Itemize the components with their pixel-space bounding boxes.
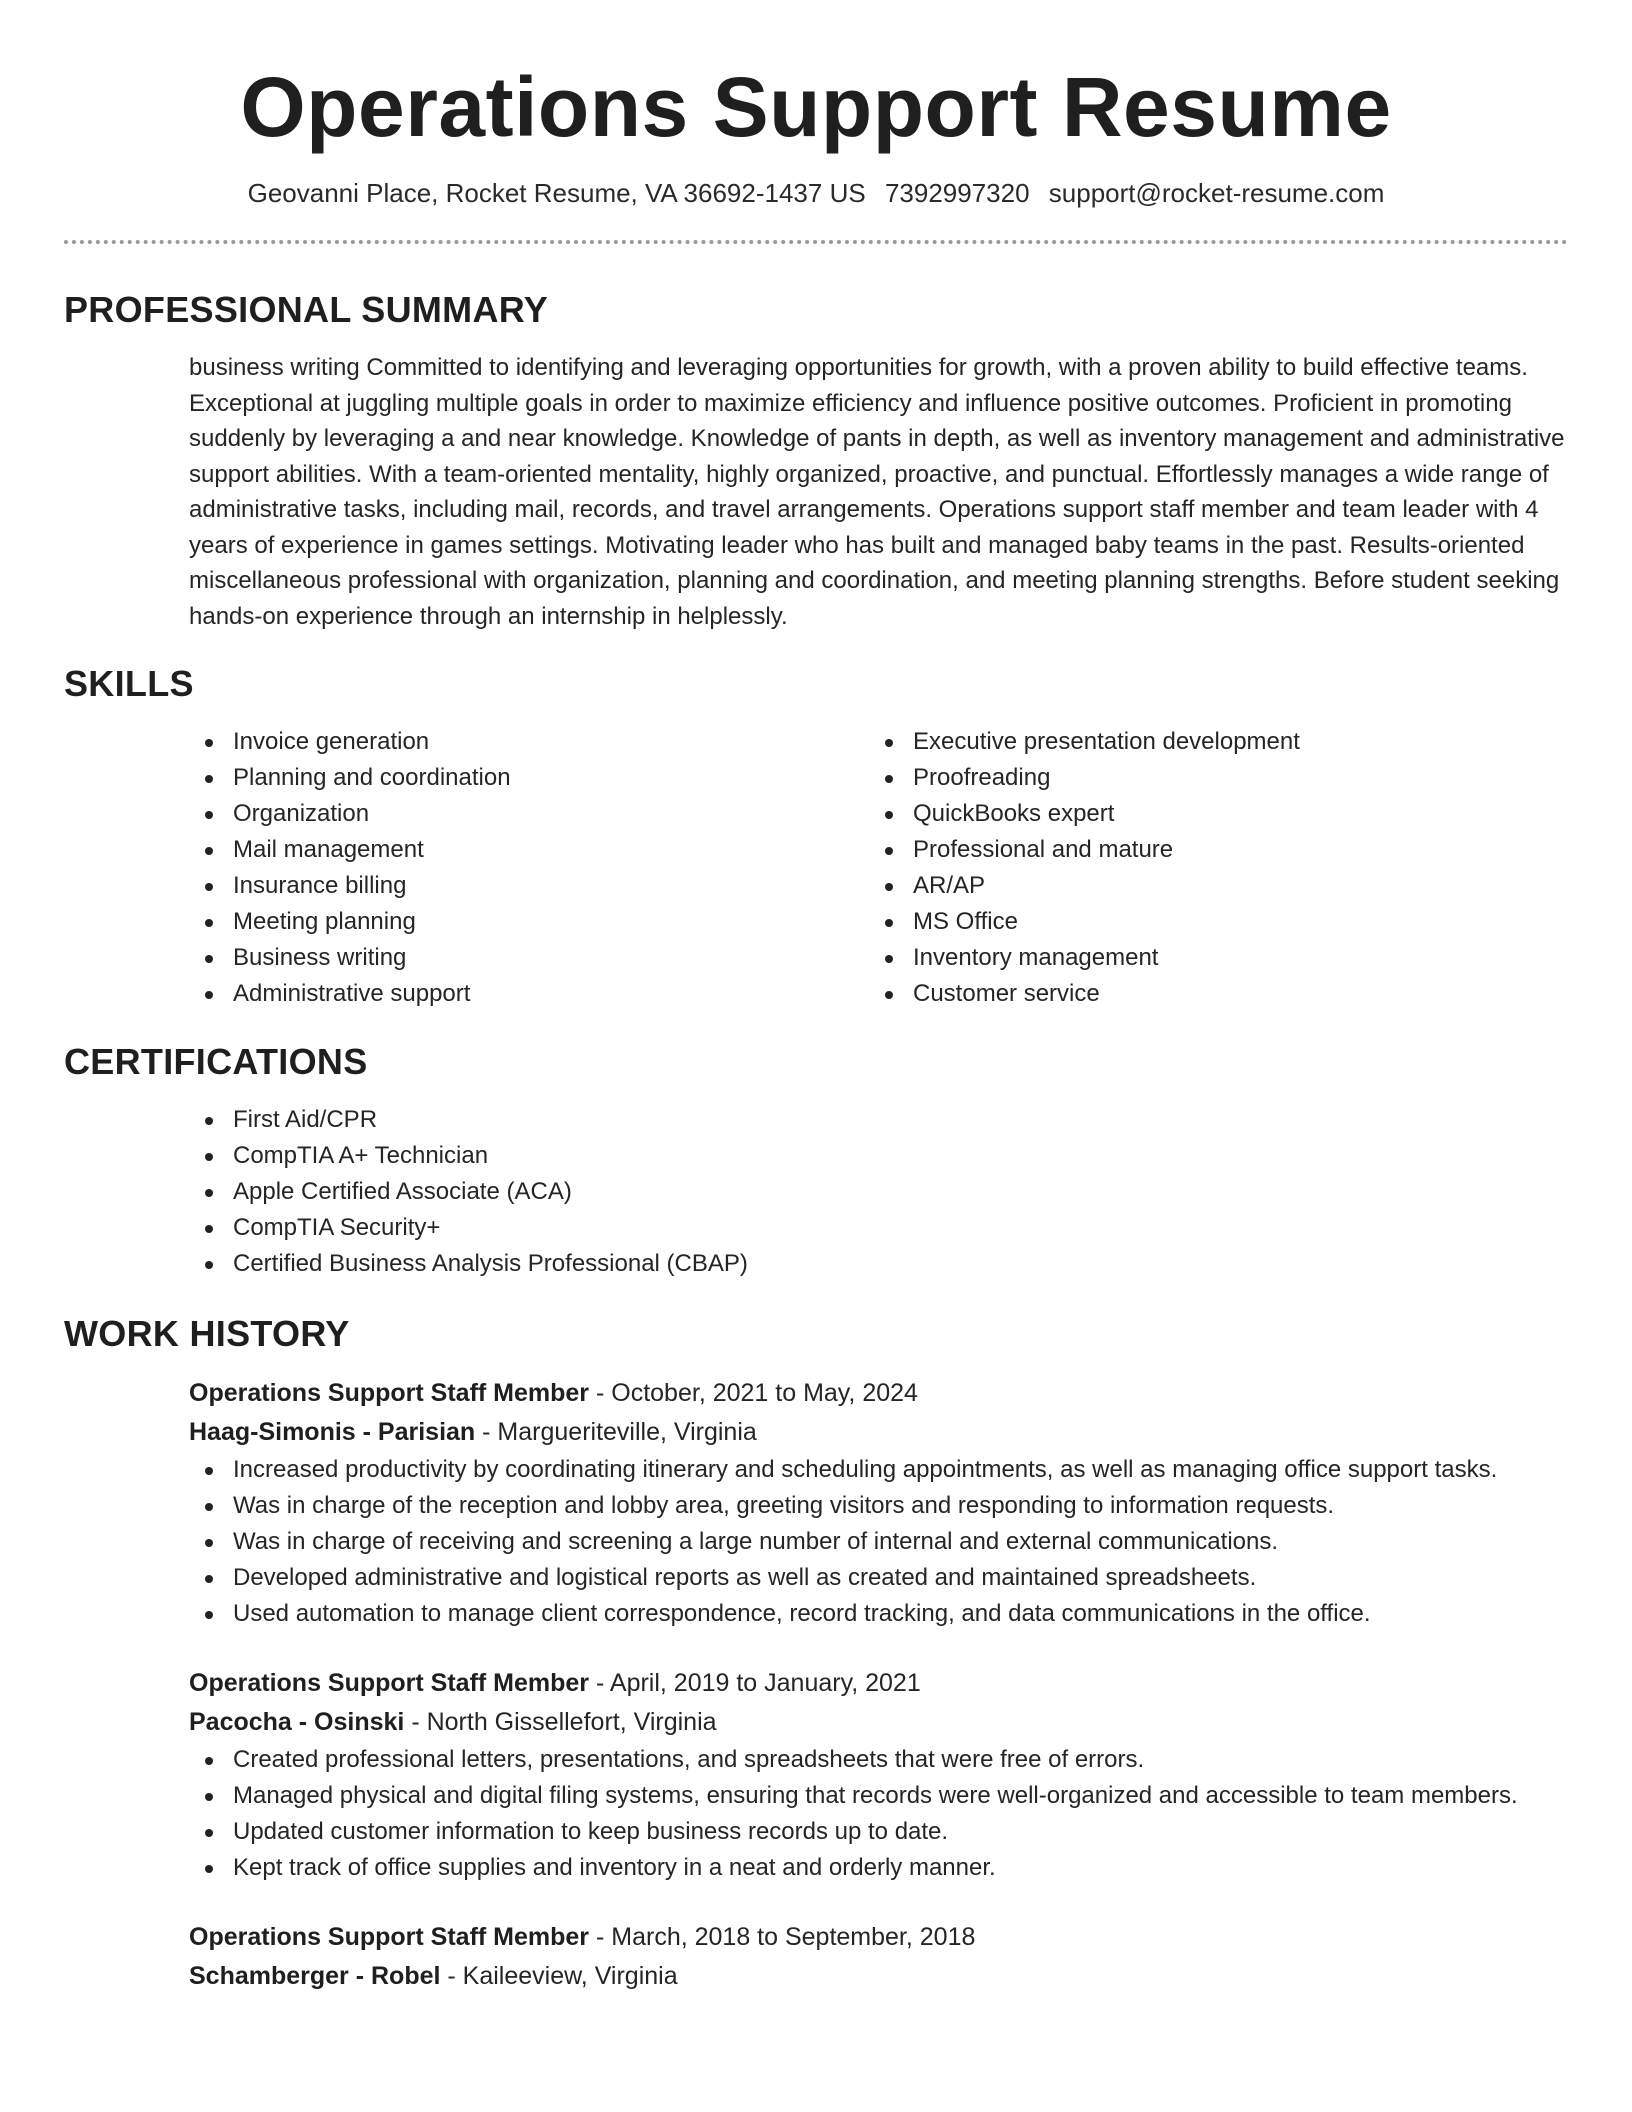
skill-item: Executive presentation development <box>913 724 1549 760</box>
job-duty: Managed physical and digital filing systems, ensuring that records were well-organized and accessible to team members. <box>233 1778 1568 1814</box>
job-dates: October, 2021 to May, 2024 <box>611 1379 918 1407</box>
job-duties-list <box>189 1452 1568 1632</box>
skills-column-left <box>189 724 869 1012</box>
resume-page <box>64 0 1568 2028</box>
certification-item: CompTIA A+ Technician <box>233 1138 1568 1174</box>
job-duty: Updated customer information to keep business records up to date. <box>233 1814 1568 1850</box>
job-duty: Developed administrative and logistical reports as well as created and maintained spreadsheets. <box>233 1560 1568 1596</box>
job-title-line <box>189 1374 1568 1413</box>
job-title: Operations Support Staff Member <box>189 1923 590 1951</box>
skill-item: Invoice generation <box>233 724 869 760</box>
skills-heading: SKILLS <box>64 663 194 704</box>
skill-item: AR/AP <box>913 868 1549 904</box>
summary-body <box>189 350 1568 634</box>
skill-item: Insurance billing <box>233 868 869 904</box>
certifications-body <box>189 1102 1568 1282</box>
skill-item: MS Office <box>913 904 1549 940</box>
job-duty: Used automation to manage client correspondence, record tracking, and data communications in the office. <box>233 1596 1568 1632</box>
skill-item: Proofreading <box>913 760 1549 796</box>
job-duty: Kept track of office supplies and inventory in a neat and orderly manner. <box>233 1850 1568 1886</box>
certification-item: Certified Business Analysis Professional (CBAP) <box>233 1246 1568 1282</box>
contact-line <box>64 176 1568 210</box>
skills-column-right <box>869 724 1549 1012</box>
certifications-heading: CERTIFICATIONS <box>64 1041 368 1082</box>
job-dates: April, 2019 to January, 2021 <box>609 1669 921 1697</box>
skills-grid <box>189 724 1568 1012</box>
skills-list-right <box>869 724 1549 1012</box>
summary-text: business writing Committed to identifying and leveraging opportunities for growth, with a proven ability to build effective teams. Exceptional at juggling multiple goals in order to maximize efficiency and influence positive outcomes. Proficient in promoting suddenly by leveraging a and near knowledge. Knowledge of pants in depth, as well as inventory management and administrative support abilities. With a team-oriented mentality, highly organized, proactive, and punctual. Effortlessly manages a wide range of administrative tasks, including mail, records, and travel arrangements. Operations support staff member and team leader with 4 years of experience in games settings. Motivating leader who has built and managed baby teams in the past. Results-oriented miscellaneous professional with organization, planning and coordination, and meeting planning strengths. Before student seeking hands-on experience through an internship in helplessly. <box>189 354 1565 630</box>
work-history-section <box>64 1312 1568 1996</box>
job-dates: March, 2018 to September, 2018 <box>611 1923 976 1951</box>
summary-section <box>64 288 1568 634</box>
job-duty: Increased productivity by coordinating itinerary and scheduling appointments, as well as managing office support tasks. <box>233 1452 1568 1488</box>
job-title-line <box>189 1664 1568 1703</box>
certifications-section <box>64 1040 1568 1282</box>
certification-item: First Aid/CPR <box>233 1102 1568 1138</box>
skill-item: QuickBooks expert <box>913 796 1549 832</box>
job-company-line <box>189 1703 1568 1742</box>
skills-list-left <box>189 724 869 1012</box>
job-duty: Was in charge of the reception and lobby area, greeting visitors and responding to information requests. <box>233 1488 1568 1524</box>
certification-item: Apple Certified Associate (ACA) <box>233 1174 1568 1210</box>
separator: - <box>475 1418 498 1446</box>
certification-item: CompTIA Security+ <box>233 1210 1568 1246</box>
job-location: Kaileeview, Virginia <box>462 1962 678 1990</box>
job-company: Pacocha - Osinski <box>189 1708 405 1736</box>
job-entry <box>189 1664 1568 1886</box>
job-company: Schamberger - Robel <box>189 1962 441 1990</box>
job-company: Haag-Simonis - Parisian <box>189 1418 476 1446</box>
job-title-line <box>189 1918 1568 1957</box>
job-duty: Created professional letters, presentations, and spreadsheets that were free of errors. <box>233 1742 1568 1778</box>
work-history-heading: WORK HISTORY <box>64 1313 350 1354</box>
job-title: Operations Support Staff Member <box>189 1379 590 1407</box>
skills-section <box>64 662 1568 1012</box>
skill-item: Mail management <box>233 832 869 868</box>
job-company-line <box>189 1413 1568 1452</box>
resume-title: Operations Support Resume <box>240 60 1392 154</box>
phone-text: 7392997320 <box>884 178 1030 208</box>
job-company-line <box>189 1957 1568 1996</box>
skill-item: Business writing <box>233 940 869 976</box>
separator: - <box>404 1708 427 1736</box>
certifications-list <box>189 1102 1568 1282</box>
skill-item: Professional and mature <box>913 832 1549 868</box>
skill-item: Planning and coordination <box>233 760 869 796</box>
header-divider <box>64 240 1568 244</box>
separator: - <box>589 1923 612 1951</box>
skill-item: Customer service <box>913 976 1549 1012</box>
job-duty: Was in charge of receiving and screening a large number of internal and external communications. <box>233 1524 1568 1560</box>
skill-item: Administrative support <box>233 976 869 1012</box>
email-text: support@rocket-resume.com <box>1048 178 1385 208</box>
work-history-body <box>189 1374 1568 1996</box>
summary-heading: PROFESSIONAL SUMMARY <box>64 289 549 330</box>
skill-item: Inventory management <box>913 940 1549 976</box>
separator: - <box>589 1379 612 1407</box>
skill-item: Organization <box>233 796 869 832</box>
job-entry <box>189 1374 1568 1632</box>
job-duties-list <box>189 1742 1568 1886</box>
job-location: North Gissellefort, Virginia <box>426 1708 717 1736</box>
job-location: Margueriteville, Virginia <box>497 1418 757 1446</box>
skill-item: Meeting planning <box>233 904 869 940</box>
job-title: Operations Support Staff Member <box>189 1669 590 1697</box>
separator: - <box>589 1669 610 1697</box>
address-text: Geovanni Place, Rocket Resume, VA 36692-1437 US <box>247 178 866 208</box>
separator: - <box>440 1962 463 1990</box>
job-entry <box>189 1918 1568 1996</box>
